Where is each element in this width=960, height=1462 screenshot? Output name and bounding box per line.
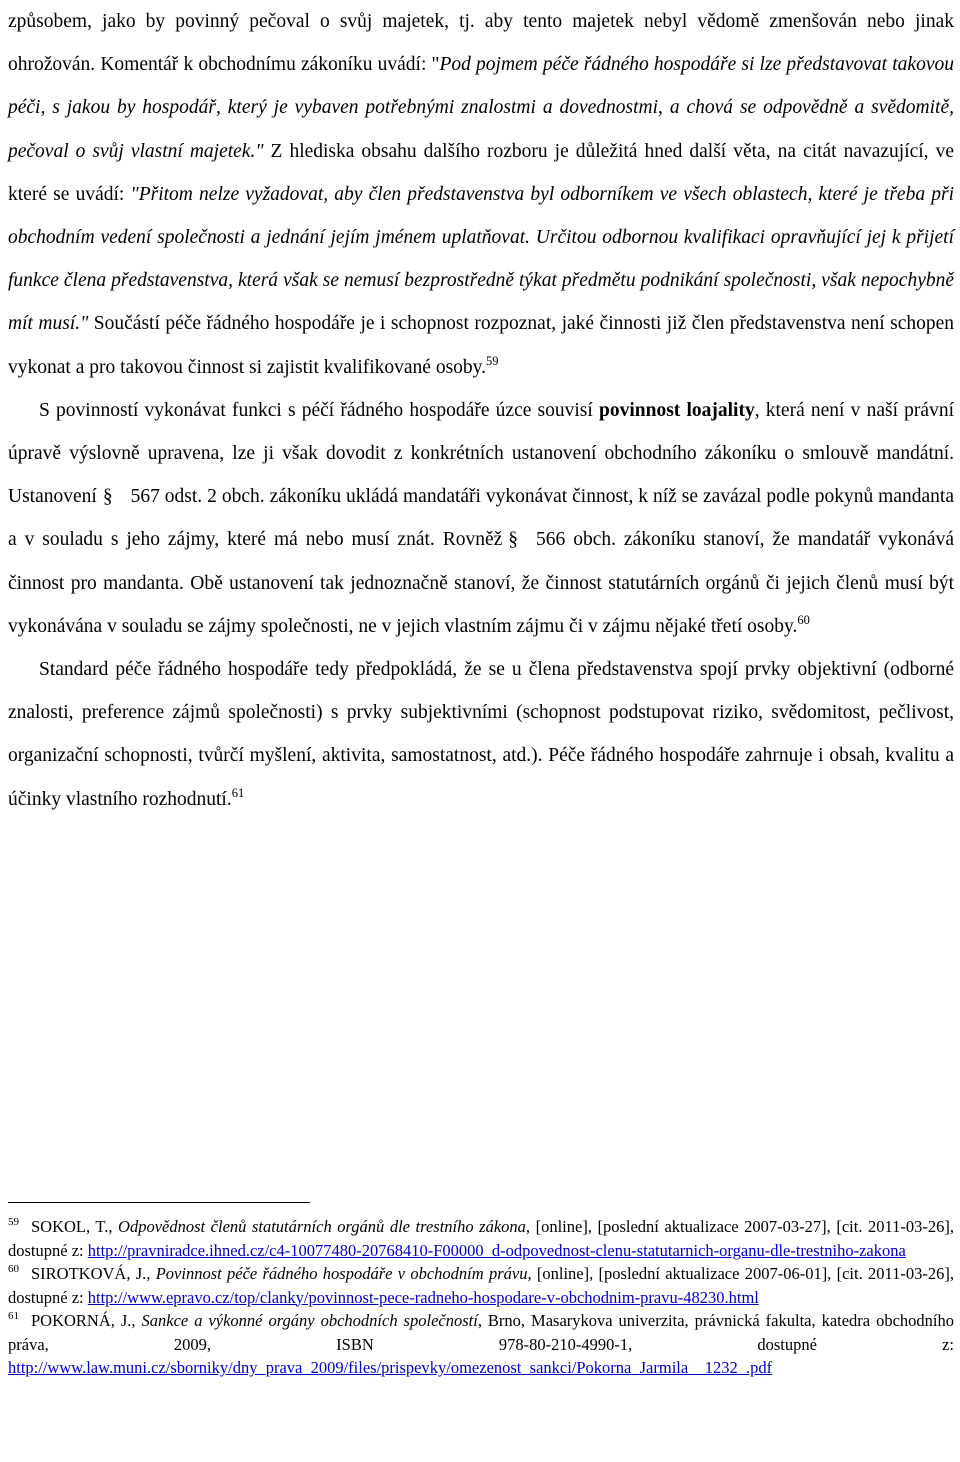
paragraph-3: [8, 648, 954, 821]
footnote-title: Sankce a výkonné orgány obchodních společností: [141, 1311, 478, 1330]
footnote-separator-text: ,: [108, 1217, 119, 1236]
bold-term: povinnost loajality: [599, 399, 755, 421]
document-page: [8, 0, 954, 821]
paragraph-2: [8, 389, 954, 648]
footnote-59: [8, 1215, 954, 1262]
footnotes-section: [8, 1202, 954, 1380]
section-sign: §: [508, 529, 519, 551]
footnote-author: SIROTKOVÁ, J.: [31, 1264, 147, 1283]
text-span: Z hlediska obsahu dalšího rozboru je důležitá hned další věta, na citát navazující, ve které se uvádí:: [8, 140, 954, 205]
footnote-author: SOKOL, T.: [31, 1217, 109, 1236]
footnote-ref-60[interactable]: 60: [797, 612, 810, 627]
footnote-link[interactable]: http://www.epravo.cz/top/clanky/povinnost-pece-radneho-hospodare-v-obchodnim-pravu-48230.html: [87, 1287, 759, 1307]
footnote-title: Odpovědnost členů statutárních orgánů dle trestního zákona: [118, 1217, 526, 1236]
footnote-author: POKORNÁ, J.: [31, 1311, 132, 1330]
footnote-ref-59[interactable]: 59: [486, 353, 499, 368]
text-span: způsobem, jako by povinný pečoval o svůj majetek, tj. aby tento majetek nebyl vědomě zmenšován nebo jinak ohrožován. Komentář k obchodnímu zákoníku uvádí: ": [8, 11, 954, 76]
footnote-ref-61[interactable]: 61: [231, 785, 245, 800]
text-span: 567 odst. 2 obch. zákoníku ukládá mandatáři vykonávat činnost, k níž se zavázal podle pokynů mandanta a v souladu s jeho zájmy, které má nebo musí znát. Rovněž: [8, 486, 954, 551]
text-span: Součástí péče řádného hospodáře je i schopnost rozpoznat, jaké činnosti již člen představenstva není schopen vykonat a pro takovou činnost si zajistit kvalifikované osoby.: [8, 313, 954, 378]
text-span: S povinností vykonávat funkci s péčí řádného hospodáře úzce souvisí: [39, 399, 599, 421]
footnote-separator: [8, 1202, 310, 1203]
footnote-number: 61: [8, 1310, 19, 1322]
footnote-details: , Brno, Masarykova univerzita, právnická fakulta, katedra obchodního práva, 2009, ISBN 978-80-210-4990-1, dostupné z:: [8, 1311, 955, 1354]
footnote-details: , [online], [poslední aktualizace 2007-03-27], [cit. 2011-03-26], dostupné z:: [8, 1217, 954, 1260]
text-span: Standard péče řádného hospodáře tedy předpokládá, že se u člena představenstva spojí prvky objektivní (odborné znalosti, preference zájmů společnosti) s prvky subjektivními (schopnost podstupovat riziko, svědomitost, pečlivost, organizační schopnosti, tvůrčí myšlení, aktivita, samostatnost, atd.). Péče řádného hospodáře zahrnuje i obsah, kvalitu a účinky vlastního rozhodnutí.: [8, 659, 954, 810]
footnote-title: Povinnost péče řádného hospodáře v obchodním právu: [155, 1264, 528, 1283]
footnote-separator-text: ,: [131, 1311, 142, 1330]
footnote-link[interactable]: http://pravniradce.ihned.cz/c4-10077480-20768410-F00000_d-odpovednost-clenu-statutarnich-organu-dle-trestniho-zakona: [87, 1240, 906, 1260]
section-sign: §: [102, 486, 113, 508]
quoted-commentary: "Přitom nelze vyžadovat, aby člen představenstva byl odborníkem ve všech oblastech, které je třeba při obchodním vedení společnosti a jednání jejím jménem uplatňovat. Určitou odbornou kvalifikaci opravňující jej k přijetí funkce člena představenstva, která však se nemusí bezprostředně týkat předmětu podnikání společnosti, však nepochybně mít musí.": [8, 183, 955, 335]
footnote-details: , [online], [poslední aktualizace 2007-06-01], [cit. 2011-03-26], dostupné z:: [8, 1264, 954, 1307]
text-span: 566 obch. zákoníku stanoví, že mandatář vykonává činnost pro mandanta. Obě ustanovení tak jednoznačně stanoví, že činnost statutárních orgánů či jejich členů musí být vykonávána v souladu se zájmy společnosti, ne v jejich vlastním zájmu či v zájmu nějaké třetí osoby.: [8, 529, 954, 637]
paragraph-1: [8, 0, 954, 389]
footnote-link[interactable]: http://www.law.muni.cz/sborniky/dny_prava_2009/files/prispevky/omezenost_sankci/Pokorna_Jarmila__1232_.pdf: [8, 1358, 773, 1377]
footnote-60: [8, 1262, 954, 1309]
footnote-number: 59: [8, 1216, 19, 1228]
footnote-number: 60: [8, 1263, 19, 1275]
footnote-separator-text: ,: [146, 1264, 156, 1283]
text-span: , která není v naší právní úpravě výslovně upravena, lze ji však dovodit z konkrétních ustanovení obchodního zákoníku o smlouvě mandátní. Ustanovení: [8, 399, 954, 508]
footnote-61: [8, 1309, 954, 1380]
quoted-commentary: Pod pojmem péče řádného hospodáře si lze představovat takovou péči, s jakou by hospodář, který je vybaven potřebnými znalostmi a dovednostmi, a chová se odpovědně a svědomitě, pečoval o svůj vlastní majetek.": [8, 54, 954, 162]
